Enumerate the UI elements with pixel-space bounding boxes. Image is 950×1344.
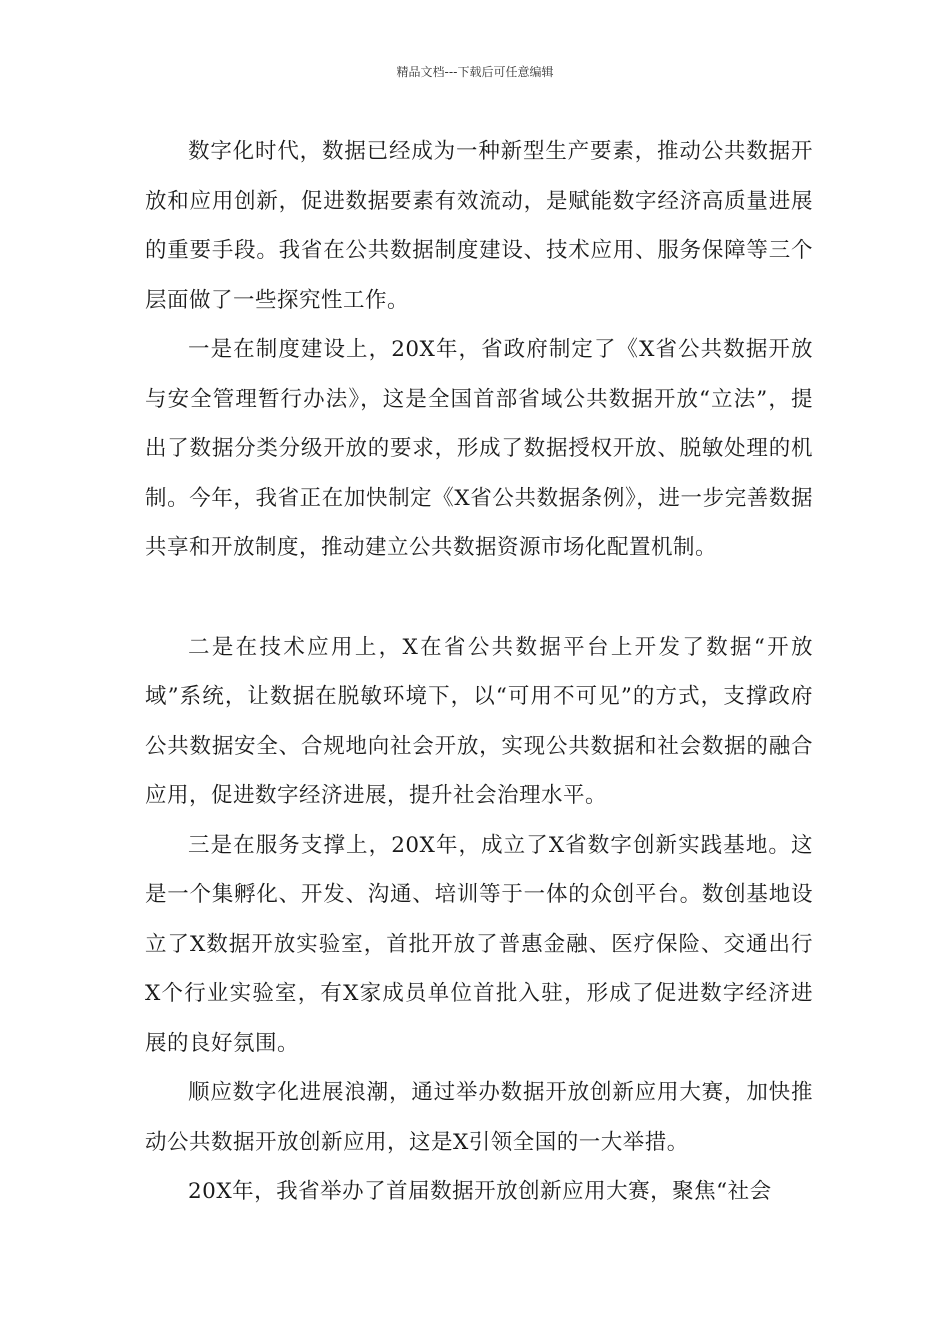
page-header: 精品文档---下载后可任意编辑	[396, 65, 554, 79]
paragraph-competition-intro: 顺应数字化进展浪潮，通过举办数据开放创新应用大赛，加快推动公共数据开放创新应用，这是X引领全国的一大举措。	[145, 1080, 813, 1155]
paragraph-intro: 数字化时代，数据已经成为一种新型生产要素，推动公共数据开放和应用创新，促进数据要素有效流动，是赋能数字经济高质量进展的重要手段。我省在公共数据制度建设、技术应用、服务保障等三个层面做了一些探究性工作。	[145, 139, 813, 313]
paragraph-system-building: 一是在制度建设上，20X年，省政府制定了《X省公共数据开放与安全管理暂行办法》，这是全国首部省域公共数据开放“立法”，提出了数据分类分级开放的要求，形成了数据授权开放、脱敏处理的机制。今年，我省正在加快制定《X省公共数据条例》，进一步完善数据共享和开放制度，推动建立公共数据资源市场化配置机制。	[145, 337, 813, 560]
document-body	[145, 127, 813, 1217]
paragraph-service-support: 三是在服务支撑上，20X年，成立了X省数字创新实践基地。这是一个集孵化、开发、沟通、培训等于一体的众创平台。数创基地设立了X数据开放实验室，首批开放了普惠金融、医疗保险、交通出行X个行业实验室，有X家成员单位首批入驻，形成了促进数字经济进展的良好氛围。	[145, 832, 813, 1056]
paragraph-tech-application: 二是在技术应用上，X在省公共数据平台上开发了数据“开放域”系统，让数据在脱敏环境下，以“可用不可见”的方式，支撑政府公共数据安全、合规地向社会开放，实现公共数据和社会数据的融合应用，促进数字经济进展，提升社会治理水平。	[145, 634, 813, 808]
paragraph-first-competition: 20X年，我省举办了首届数据开放创新应用大赛，聚焦“社会	[188, 1179, 772, 1204]
